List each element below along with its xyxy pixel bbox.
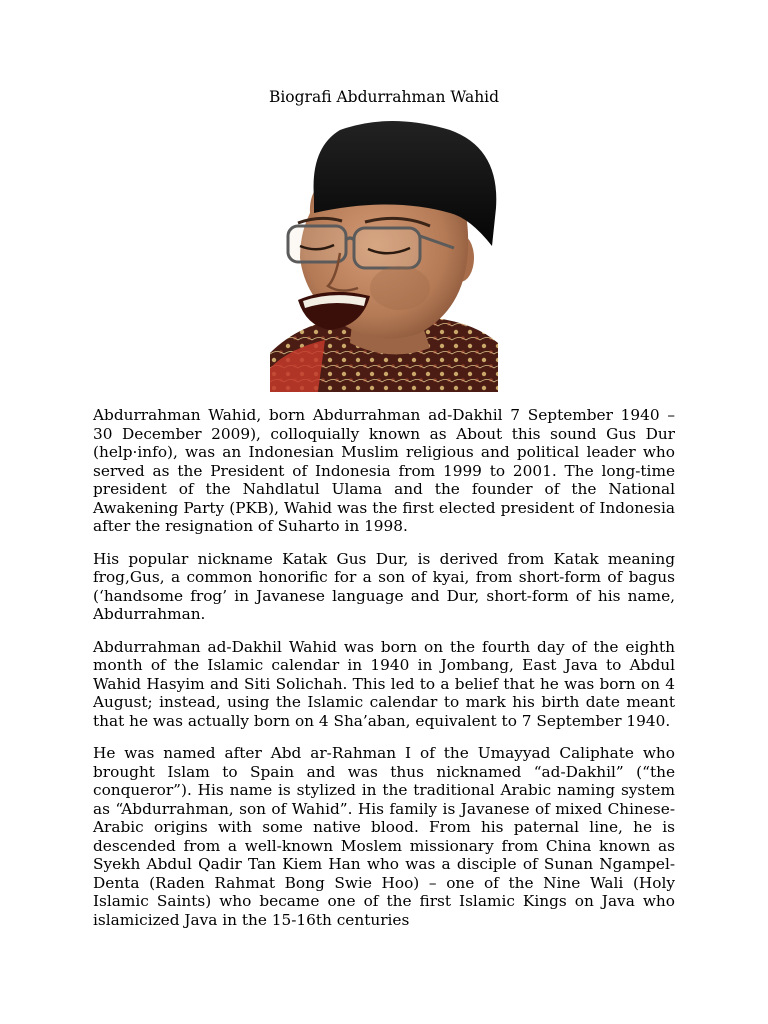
portrait-photo <box>270 118 498 392</box>
paragraph-intro: Abdurrahman Wahid, born Abdurrahman ad-Dakhil 7 September 1940 – 30 December 2009), colloquially known as About this sound Gus Dur (help·info), was an Indonesian Muslim religious and political leader who served as the President of Indonesia from 1999 to 2001. The long-time president of the Nahdlatul Ulama and the founder of the National Awakening Party (PKB), Wahid was the first elected president of Indonesia after the resignation of Suharto in 1998. <box>93 406 675 535</box>
paragraph-ancestry: He was named after Abd ar-Rahman I of the Umayyad Caliphate who brought Islam to Spain and was thus nicknamed “ad-Dakhil” (“the conqueror”). His name is stylized in the traditional Arabic naming system as “Abdurrahman, son of Wahid”. His family is Javanese of mixed Chinese-Arabic origins with some native blood. From his paternal line, he is descended from a well-known Moslem missionary from China known as Syekh Abdul Qadir Tan Kiem Han who was a disciple of Sunan Ngampel-Denta (Raden Rahmat Bong Swie Hoo) – one of the Nine Wali (Holy Islamic Saints) who became one of the first Islamic Kings on Java who islamicized Java in the 15-16th centuries <box>93 744 675 929</box>
document-title: Biografi Abdurrahman Wahid <box>268 88 500 106</box>
paragraph-birth: Abdurrahman ad-Dakhil Wahid was born on the fourth day of the eighth month of the Islamic calendar in 1940 in Jombang, East Java to Abdul Wahid Hasyim and Siti Solichah. This led to a belief that he was born on 4 August; instead, using the Islamic calendar to mark his birth date meant that he was actually born on 4 Sha’aban, equivalent to 7 September 1940. <box>93 637 675 730</box>
biography-text <box>93 406 675 943</box>
paragraph-nickname: His popular nickname Katak Gus Dur, is derived from Katak meaning frog,Gus, a common honorific for a son of kyai, from short-form of bagus (‘handsome frog’ in Javanese language and Dur, short-form of his name, Abdurrahman. <box>93 549 675 623</box>
